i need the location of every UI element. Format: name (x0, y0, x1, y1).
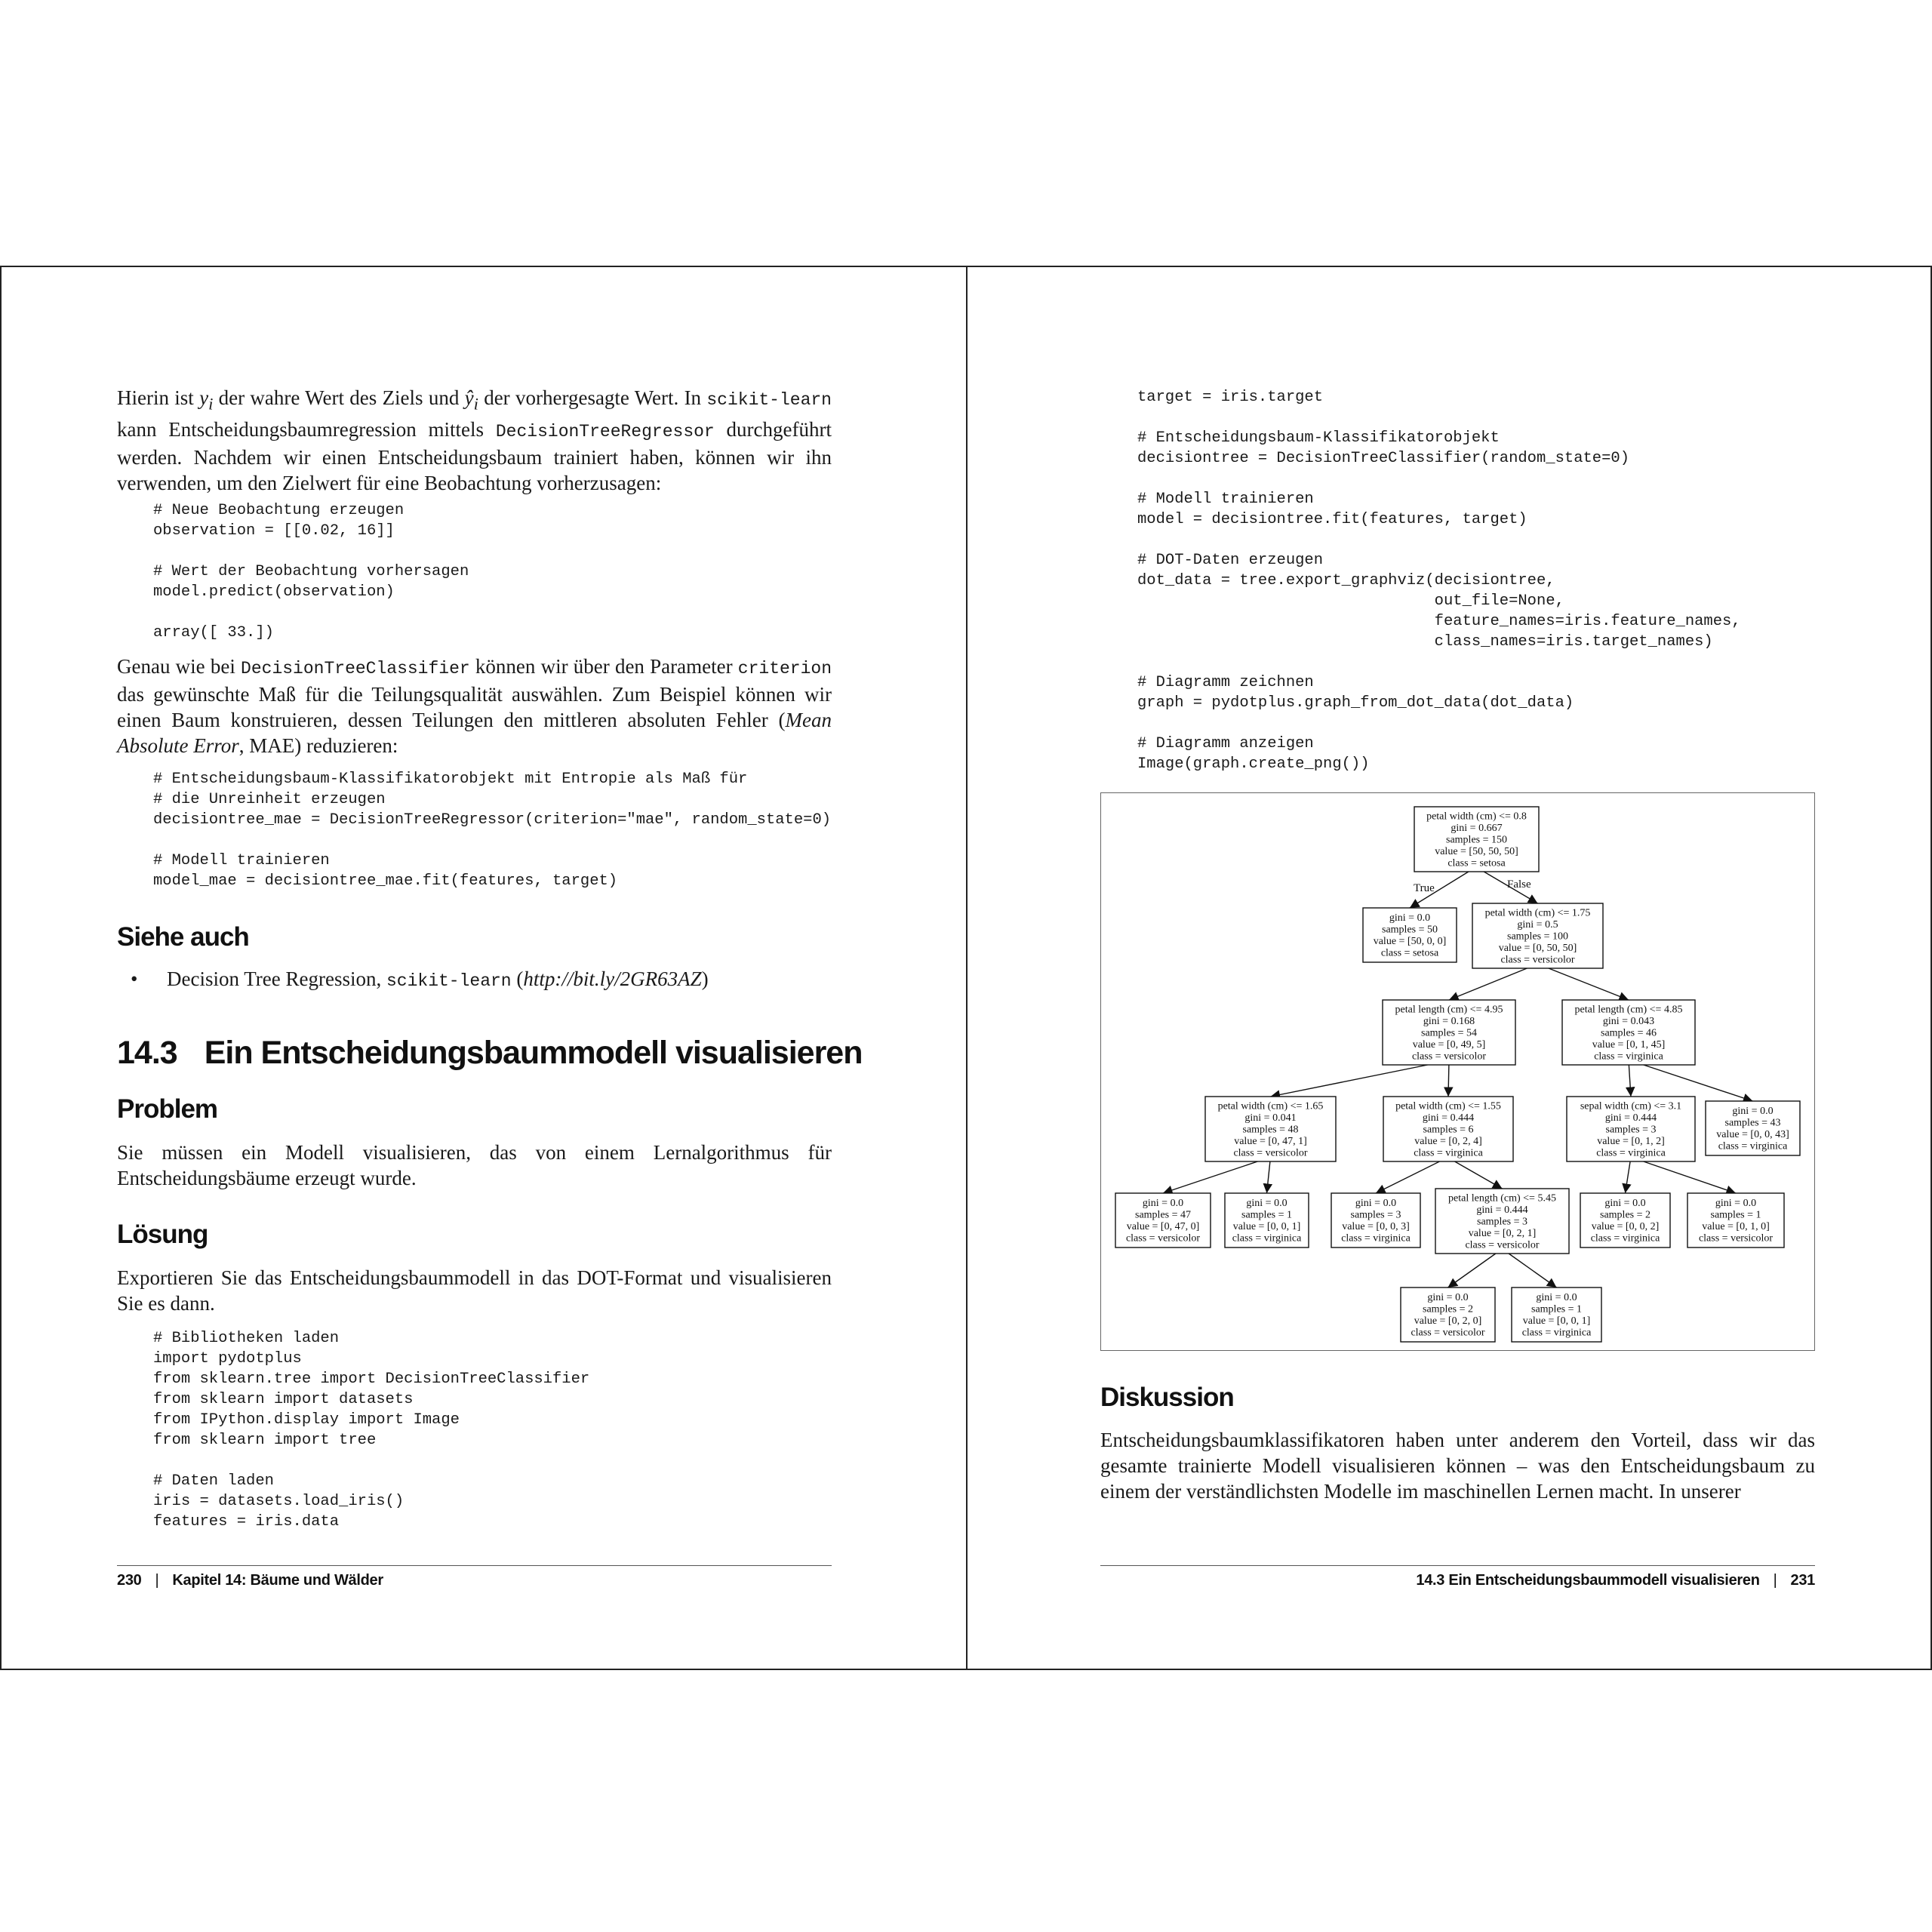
tree-node (1687, 1193, 1784, 1247)
tree-node-line: gini = 0.444 (1422, 1112, 1475, 1124)
diskussion-paragraph: Entscheidungsbaumklassifikatoren haben unter anderem den Vorteil, dass wir das gesamte trainierte Modell visualisieren können – was den Entscheidungsbaum zu einem der verständlichsten Modelle im maschinellen Lernen macht. In unserer (1100, 1429, 1815, 1503)
reference-link[interactable]: http://bit.ly/2GR63AZ (523, 968, 702, 990)
page-number: 230 (117, 1572, 142, 1589)
tree-node-line: value = [0, 2, 1] (1468, 1227, 1537, 1239)
tree-edge (1509, 1254, 1556, 1287)
tree-node (1225, 1193, 1309, 1247)
tree-node-line: value = [0, 2, 0] (1414, 1315, 1482, 1327)
page-spine (966, 267, 968, 1669)
tree-node-line: class = virginica (1718, 1140, 1788, 1152)
tree-node-line: petal width (cm) <= 1.75 (1484, 907, 1591, 919)
tree-node (1205, 1097, 1336, 1161)
tree-node-line: value = [50, 50, 50] (1435, 845, 1518, 857)
tree-node (1706, 1101, 1800, 1155)
tree-edge (1448, 1254, 1496, 1287)
tree-edge (1448, 1065, 1449, 1097)
heading-diskussion: Diskussion (1100, 1383, 1234, 1412)
tree-node-line: gini = 0.5 (1517, 918, 1558, 931)
tree-node-line: value = [0, 0, 1] (1522, 1315, 1591, 1327)
page-number: 231 (1790, 1572, 1815, 1589)
tree-node-line: samples = 1 (1710, 1209, 1761, 1221)
tree-node-line: class = virginica (1521, 1327, 1592, 1339)
tree-node (1512, 1287, 1601, 1342)
tree-node-line: value = [0, 47, 1] (1234, 1135, 1307, 1147)
tree-node-line: gini = 0.0 (1355, 1198, 1397, 1209)
heading-siehe-auch: Siehe auch (117, 922, 249, 952)
bullet-icon: • (131, 968, 138, 990)
tree-node (1562, 1000, 1695, 1065)
section-title: Ein Entscheidungsbaummodell visualisieren (204, 1035, 863, 1071)
tree-node-line: class = versicolor (1411, 1327, 1485, 1339)
tree-node-line: value = [0, 2, 4] (1414, 1135, 1482, 1147)
tree-node-line: samples = 47 (1135, 1209, 1191, 1221)
tree-node-line: samples = 50 (1382, 924, 1438, 936)
tree-node-line: gini = 0.0 (1389, 912, 1431, 924)
tree-node-line: class = virginica (1594, 1051, 1663, 1063)
tree-node-line: value = [0, 1, 0] (1702, 1221, 1770, 1232)
tree-node-line: samples = 46 (1601, 1027, 1657, 1039)
tree-node-line: petal length (cm) <= 5.45 (1448, 1192, 1556, 1204)
tree-node-line: gini = 0.0 (1732, 1106, 1774, 1117)
tree-node (1401, 1287, 1495, 1342)
tree-node-line: sepal width (cm) <= 3.1 (1580, 1100, 1682, 1112)
tree-node-line: gini = 0.0 (1427, 1292, 1469, 1303)
edge-label-false: False (1507, 878, 1531, 891)
tree-edge (1376, 1161, 1439, 1193)
right-footer-rule (1100, 1565, 1815, 1566)
reference-bullet: • Decision Tree Regression, scikit-learn (http://bit.ly/2GR63AZ) (131, 968, 709, 991)
tree-node-line: value = [0, 0, 2] (1591, 1221, 1660, 1232)
code-block-predict: # Neue Beobachtung erzeugen observation = [[0.02, 16]] # Wert der Beobachtung vorhersagen model.predict(observation) array([ 33.]) (153, 502, 469, 641)
tree-node-line: value = [0, 0, 43] (1716, 1129, 1789, 1140)
left-intro-paragraph: Hierin ist $y_i$ der wahre Wert des Ziels und $ŷ_i$ der vorhergesagte Wert. In scikit-learn kann Entscheidungsbaumregression mittels DecisionTreeRegressor durchgeführt werden. Nachdem wir einen Entscheidungsbaum trainiert haben, können wir ihn verwenden, um den Zielwert für eine Beobachtung vorherzusagen: (117, 386, 832, 495)
tree-edge (1267, 1161, 1270, 1193)
tree-node (1331, 1193, 1420, 1247)
tree-node-line: gini = 0.444 (1604, 1112, 1657, 1124)
decision-tree-diagram (1101, 793, 1814, 1350)
tree-node-line: samples = 1 (1241, 1209, 1292, 1221)
tree-node-line: samples = 6 (1423, 1124, 1474, 1136)
section-number: 14.3 (117, 1035, 177, 1071)
left-footer-rule (117, 1565, 832, 1566)
tree-node-line: class = versicolor (1411, 1051, 1487, 1063)
tree-edge (1455, 1161, 1503, 1189)
tree-node-line: class = versicolor (1233, 1147, 1308, 1159)
tree-node-line: value = [0, 47, 0] (1126, 1221, 1200, 1232)
tree-node-line: gini = 0.0 (1246, 1198, 1287, 1209)
tree-node-line: value = [0, 1, 2] (1597, 1135, 1665, 1147)
tree-node-line: class = virginica (1596, 1147, 1666, 1159)
tree-node-line: gini = 0.168 (1423, 1015, 1475, 1027)
tree-node-line: value = [0, 49, 5] (1412, 1038, 1486, 1051)
tree-node-line: samples = 54 (1421, 1027, 1477, 1039)
tree-node (1414, 807, 1539, 872)
tree-edge (1549, 968, 1629, 1000)
tree-node-line: class = versicolor (1125, 1232, 1201, 1244)
tree-node-line: petal length (cm) <= 4.85 (1574, 1004, 1683, 1016)
tree-node-line: petal width (cm) <= 1.65 (1217, 1100, 1324, 1112)
tree-node-line: class = virginica (1590, 1232, 1660, 1244)
tree-edge (1449, 968, 1527, 1000)
tree-node-line: gini = 0.667 (1451, 822, 1503, 834)
tree-node-line: petal width (cm) <= 0.8 (1426, 811, 1527, 823)
section-heading (117, 1035, 863, 1072)
tree-edge (1644, 1161, 1736, 1193)
tree-edge (1163, 1161, 1257, 1193)
tree-node-line: samples = 3 (1605, 1124, 1657, 1136)
tree-node-line: samples = 3 (1477, 1216, 1527, 1228)
tree-node-line: value = [50, 0, 0] (1373, 936, 1447, 947)
tree-node (1472, 903, 1603, 968)
tree-node-line: value = [0, 0, 1] (1232, 1221, 1301, 1232)
decision-tree-figure (1100, 792, 1815, 1351)
tree-node-line: class = versicolor (1698, 1232, 1774, 1244)
problem-paragraph: Sie müssen ein Modell visualisieren, das von einem Lernalgorithmus für Entscheidungsbäume erzeugt wurde. (117, 1141, 832, 1189)
tree-node-line: gini = 0.0 (1715, 1198, 1757, 1209)
chapter-title: Kapitel 14: Bäume und Wälder (172, 1572, 383, 1589)
tree-node-line: samples = 43 (1724, 1117, 1781, 1129)
tree-node-line: class = versicolor (1465, 1239, 1540, 1251)
heading-problem: Problem (117, 1094, 218, 1124)
tree-node-line: samples = 48 (1242, 1124, 1299, 1136)
tree-node-line: petal length (cm) <= 4.95 (1395, 1004, 1503, 1016)
tree-node (1363, 908, 1457, 962)
tree-node-line: samples = 2 (1600, 1209, 1651, 1221)
edge-label-true: True (1414, 882, 1435, 894)
tree-node-line: gini = 0.444 (1476, 1204, 1528, 1216)
tree-edge (1644, 1065, 1753, 1101)
tree-node-line: class = setosa (1447, 857, 1506, 869)
loesung-paragraph: Exportieren Sie das Entscheidungsbaummodell in das DOT-Format und visualisieren Sie es dann. (117, 1266, 832, 1315)
tree-node-line: gini = 0.041 (1244, 1112, 1297, 1124)
tree-node-line: class = virginica (1414, 1147, 1483, 1159)
tree-node-line: gini = 0.043 (1602, 1015, 1655, 1027)
tree-node-line: class = virginica (1341, 1232, 1411, 1244)
heading-loesung: Lösung (117, 1220, 208, 1249)
tree-node-line: gini = 0.0 (1604, 1198, 1646, 1209)
tree-node-line: samples = 3 (1350, 1209, 1401, 1221)
tree-node-line: value = [0, 1, 45] (1592, 1038, 1666, 1051)
tree-node (1567, 1097, 1695, 1161)
left-criterion-paragraph: Genau wie bei DecisionTreeClassifier können wir über den Parameter criterion das gewünschte Maß für die Teilungsqualität auswählen. Zum Beispiel können wir einen Baum konstruieren, dessen Teilungen den mittleren absoluten Fehler (Mean Absolute Error, MAE) reduzieren: (117, 655, 832, 757)
tree-node-line: samples = 100 (1507, 931, 1568, 943)
right-footer: 14.3 Ein Entscheidungsbaummodell visualisieren | 231 (1416, 1572, 1815, 1589)
tree-node-line: class = virginica (1232, 1232, 1302, 1244)
tree-node-line: class = versicolor (1500, 954, 1575, 966)
tree-node-line: gini = 0.0 (1536, 1292, 1577, 1303)
tree-node-line: value = [0, 50, 50] (1498, 942, 1577, 954)
tree-node (1435, 1189, 1569, 1254)
tree-node-line: samples = 1 (1531, 1303, 1582, 1315)
tree-node-line: petal width (cm) <= 1.55 (1395, 1100, 1501, 1112)
tree-node (1383, 1097, 1513, 1161)
tree-node-line: samples = 150 (1446, 834, 1507, 846)
code-block-graphviz: target = iris.target # Entscheidungsbaum-Klassifikatorobjekt decisiontree = DecisionTreeClassifier(random_state=0) # Modell trainieren model = decisiontree.fit(features, target) # DOT-Daten erzeugen dot_data = tree.export_graphviz(decisiontree, out_file=None, feature_names=iris.feature_names, class_names=iris.target_names) # Diagramm zeichnen graph = pydotplus.graph_from_dot_data(dot_data) # Diagramm anzeigen Image(graph.create_png()) (1137, 389, 1741, 773)
code-block-mae: # Entscheidungsbaum-Klassifikatorobjekt mit Entropie als Maß für # die Unreinheit erzeugen decisiontree_mae = DecisionTreeRegressor(criterion="mae", random_state=0) # Modell trainieren model_mae = decisiontree_mae.fit(features, target) (153, 771, 832, 890)
tree-edge (1626, 1161, 1631, 1193)
tree-node (1580, 1193, 1670, 1247)
tree-node-line: class = setosa (1380, 947, 1439, 959)
tree-edge (1271, 1065, 1428, 1097)
code-block-imports: # Bibliotheken laden import pydotplus from sklearn.tree import DecisionTreeClassifier from sklearn import datasets from IPython.display import Image from sklearn import tree # Daten laden iris = datasets.load_iris() features = iris.data (153, 1330, 590, 1531)
tree-node-line: gini = 0.0 (1142, 1198, 1184, 1209)
tree-node-line: value = [0, 0, 3] (1342, 1221, 1410, 1232)
tree-edge (1629, 1065, 1631, 1097)
tree-node-line: samples = 2 (1423, 1303, 1473, 1315)
running-section-title: 14.3 Ein Entscheidungsbaummodell visualisieren (1416, 1572, 1760, 1589)
tree-node (1115, 1193, 1211, 1247)
left-footer: 230 | Kapitel 14: Bäume und Wälder (117, 1572, 383, 1589)
tree-node (1383, 1000, 1515, 1065)
